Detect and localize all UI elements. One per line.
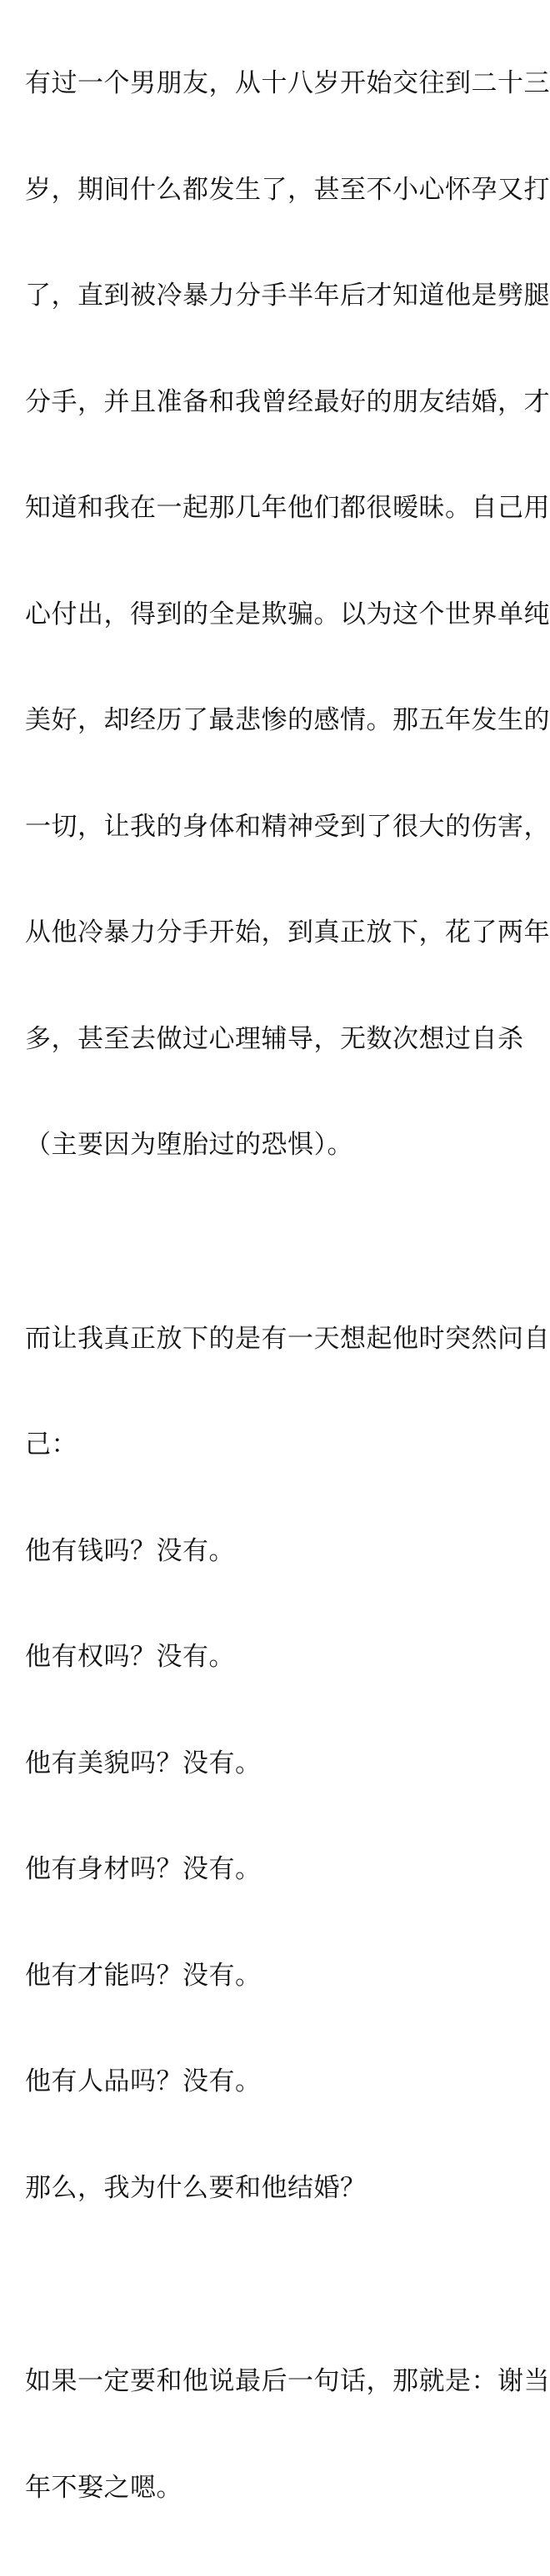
question-line: 他有权吗？没有。 xyxy=(25,1642,235,1672)
question-line: 他有才能吗？没有。 xyxy=(25,1960,262,1991)
question-line: 那么，我为什么要和他结婚？ xyxy=(25,2172,367,2203)
question-line: 他有身材吗？没有。 xyxy=(25,1854,262,1884)
text-line: 有过一个男朋友，从十八岁开始交往到二十三 xyxy=(25,68,550,98)
text-line: 从他冷暴力分手开始，到真正放下，花了两年 xyxy=(25,918,550,947)
text-line: 了，直到被冷暴力分手半年后才知道他是劈腿 xyxy=(25,281,550,311)
text-line: 美好，却经历了最悲惨的感情。那五年发生的 xyxy=(25,705,550,735)
text-line: 分手，并且准备和我曾经最好的朋友结婚，才 xyxy=(25,386,550,417)
text-line: 而让我真正放下的是有一天想起他时突然问自 xyxy=(25,1323,550,1354)
text-line: 己： xyxy=(25,1430,78,1460)
paragraph-story xyxy=(25,0,550,1234)
text-line: 一切，让我的身体和精神受到了很大的伤害， xyxy=(25,811,550,842)
text-line: 心付出，得到的全是欺骗。以为这个世界单纯 xyxy=(25,599,550,629)
paragraph-questions xyxy=(25,1251,550,2277)
text-line: 岁，期间什么都发生了，甚至不小心怀孕又打 xyxy=(25,174,550,205)
text-line: 知道和我在一起那几年他们都很暧昧。自己用 xyxy=(25,493,550,523)
text-line: （主要因为堕胎过的恐惧）。 xyxy=(25,1130,353,1160)
question-line: 他有人品吗？没有。 xyxy=(25,2066,262,2096)
question-line: 他有钱吗？没有。 xyxy=(25,1535,235,1566)
text-line: 多，甚至去做过心理辅导，无数次想过自杀 xyxy=(25,1023,524,1054)
text-line: 如果一定要和他说最后一句话，那就是：谢当 xyxy=(25,2366,550,2396)
text-line: 年不娶之嗯。 xyxy=(25,2472,182,2503)
article-body xyxy=(25,0,550,2576)
question-line: 他有美貌吗？没有。 xyxy=(25,1748,262,1778)
paragraph-final-words xyxy=(25,2293,550,2576)
